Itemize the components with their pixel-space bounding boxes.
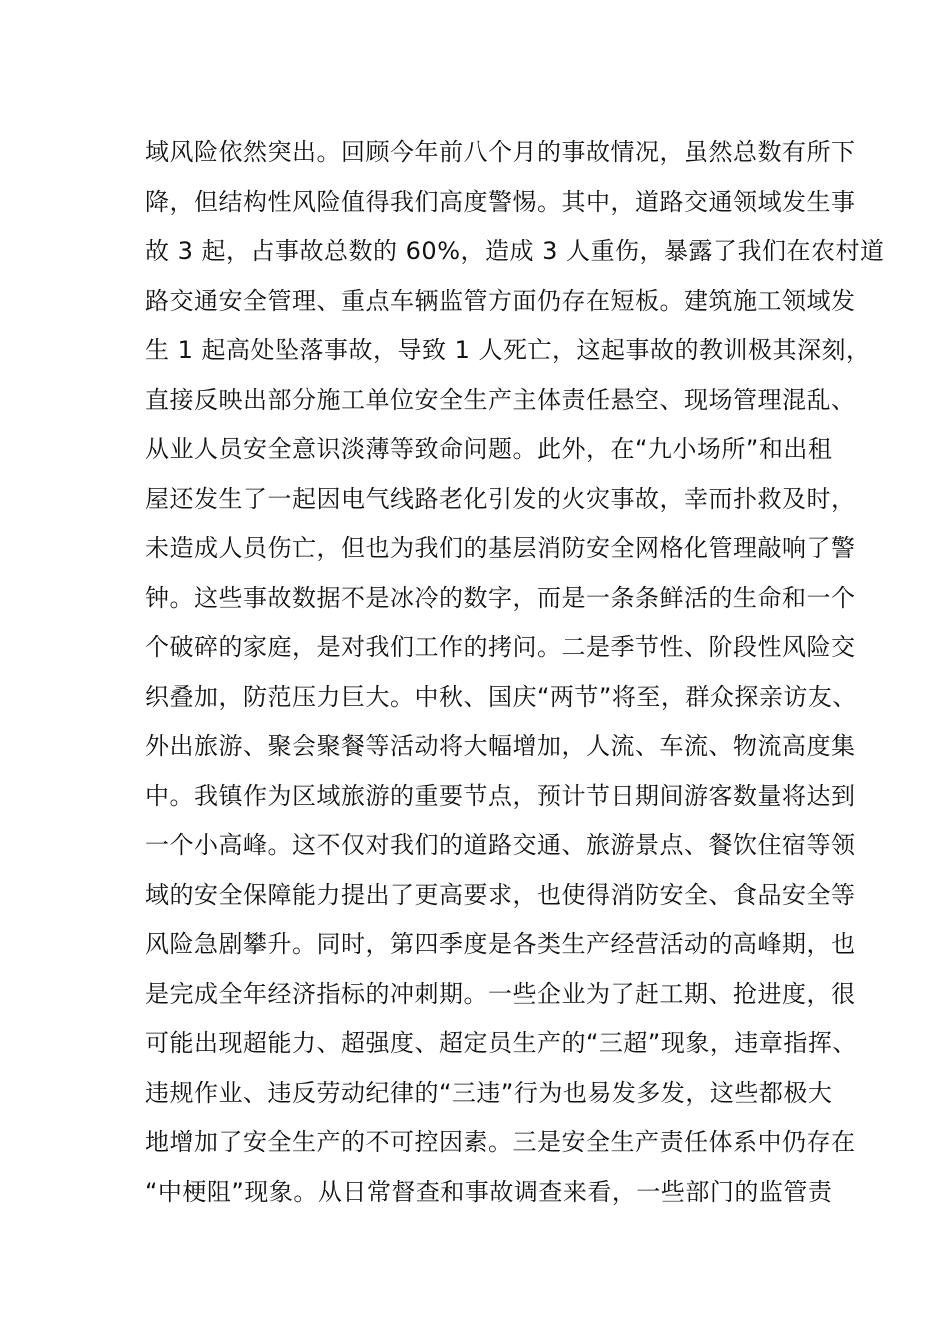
text-line: 路交通安全管理、重点车辆监管方面仍存在短板。建筑施工领域发 [145,286,856,315]
text-line: 从业人员安全意识淡薄等致命问题。此外，在“九小场所”和出租 [145,435,833,463]
text-line: 中。我镇作为区域旅游的重要节点，预计节日期间游客数量将达到 [145,781,856,810]
text-line: 是完成全年经济指标的冲刺期。一些企业为了赶工期、抢进度，很 [145,979,856,1008]
text-line: 钟。这些事故数据不是冰冷的数字，而是一条条鲜活的生命和一个 [145,583,856,612]
text-line: 未造成人员伤亡，但也为我们的基层消防安全网格化管理敲响了警 [145,534,856,562]
text-line: 外出旅游、聚会聚餐等活动将大幅增加，人流、车流、物流高度集 [145,732,856,760]
text-line: 一个小高峰。这不仅对我们的道路交通、旅游景点、餐饮住宿等领 [145,831,856,859]
text-line: 降，但结构性风险值得我们高度警惕。其中，道路交通领域发生事 [145,187,856,216]
text-line: “中梗阻”现象。从日常督查和事故调查来看，一些部门的监管责 [145,1177,833,1206]
text-line: 故 3 起，占事故总数的 60%，造成 3 人重伤，暴露了我们在农村道 [145,237,885,265]
text-line: 违规作业、违反劳动纪律的“三违”行为也易发多发，这些都极大 [145,1078,833,1107]
text-line: 生 1 起高处坠落事故，导致 1 人死亡，这起事故的教训极其深刻， [145,336,871,364]
text-line: 地增加了安全生产的不可控因素。三是安全生产责任体系中仍存在 [145,1128,856,1156]
text-line: 直接反映出部分施工单位安全生产主体责任悬空、现场管理混乱、 [145,385,856,414]
text-line: 个破碎的家庭，是对我们工作的拷问。二是季节性、阶段性风险交 [145,633,856,661]
text-line: 屋还发生了一起因电气线路老化引发的火灾事故，幸而扑救及时， [145,484,856,513]
text-line: 织叠加，防范压力巨大。中秋、国庆“两节”将至，群众探亲访友、 [145,682,857,711]
text-line: 域的安全保障能力提出了更高要求，也使得消防安全、食品安全等 [145,880,856,909]
text-line: 风险急剧攀升。同时，第四季度是各类生产经营活动的高峰期，也 [145,930,856,958]
text-line: 可能出现超能力、超强度、超定员生产的“三超”现象，违章指挥、 [145,1029,857,1057]
body-text [145,128,885,1217]
text-line: 域风险依然突出。回顾今年前八个月的事故情况，虽然总数有所下 [145,138,856,166]
